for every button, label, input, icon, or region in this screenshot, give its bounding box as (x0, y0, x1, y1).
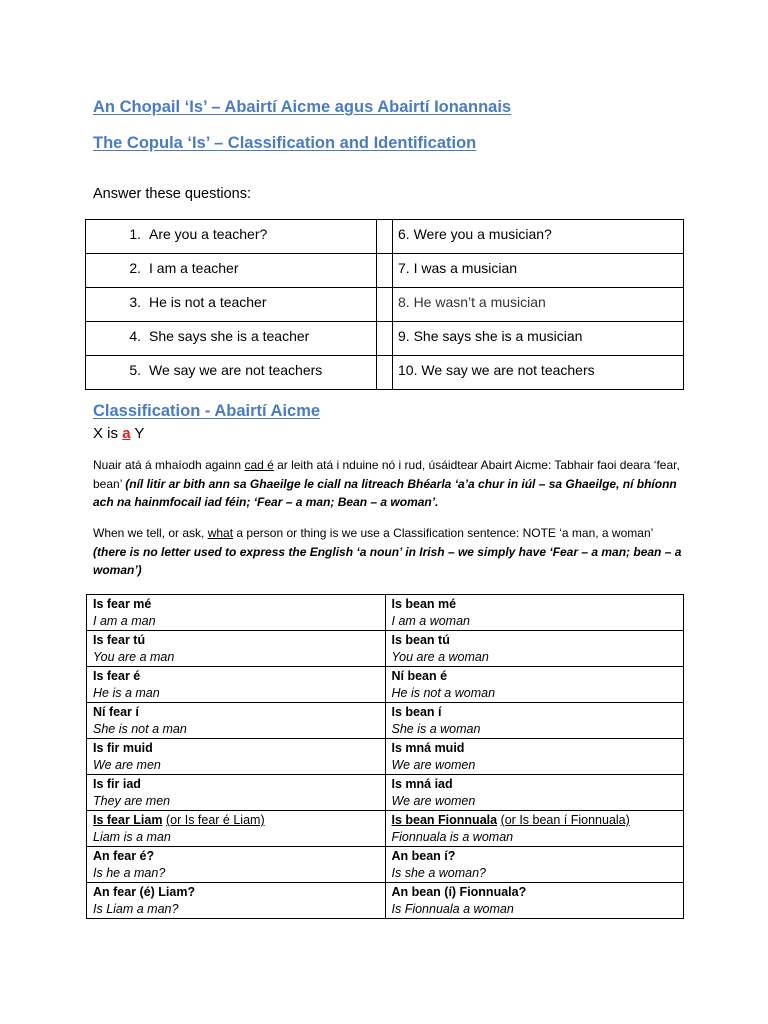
questions-table (85, 219, 684, 390)
english-translation: Is Liam a man? (93, 902, 179, 916)
question-number: 1. (129, 226, 141, 242)
formula-post: Y (130, 425, 145, 442)
english-translation: He is a man (93, 686, 160, 700)
irish-phrase: Is bean tú (391, 633, 450, 647)
question-row (86, 322, 684, 356)
english-translation: Liam is a man (93, 830, 171, 844)
english-translation: She is a woman (391, 722, 481, 736)
irish-phrase: Is mná iad (391, 777, 453, 791)
english-translation: Fionnuala is a woman (391, 830, 514, 844)
question-text: Are you a teacher? (149, 226, 268, 242)
question-text: 7. I was a musician (398, 260, 518, 276)
question-number: 5. (129, 362, 141, 378)
question-text: 8. He wasn’t a musician (398, 294, 546, 310)
english-translation: I am a woman (391, 614, 471, 628)
question-number: 3. (129, 294, 141, 310)
irish-phrase: Is fear tú (93, 633, 146, 647)
irish-phrase: Is fear Liam (or Is fear é Liam) (93, 813, 265, 827)
english-translation: We are women (391, 758, 476, 772)
question-text: He is not a teacher (149, 294, 267, 310)
question-text: She says she is a teacher (149, 328, 310, 344)
question-text: 9. She says she is a musician (398, 328, 583, 344)
irish-phrase: Is bean Fionnuala (or Is bean í Fionnuala) (391, 813, 630, 827)
question-text: We say we are not teachers (149, 362, 323, 378)
irish-phrase: An fear (é) Liam? (93, 885, 196, 899)
question-row (86, 220, 684, 254)
section-heading: Classification - Abairtí Aicme (93, 402, 321, 420)
question-row (86, 356, 684, 390)
phrase-row (87, 775, 684, 811)
english-translation: You are a woman (391, 650, 489, 664)
instructions: Answer these questions: (93, 186, 251, 202)
phrase-row (87, 667, 684, 703)
irish-phrase: Is bean í (391, 705, 442, 719)
phrases-table (86, 594, 684, 919)
irish-explanation: Nuair atá á mhaíodh againn cad é ar leith atá i nduine nó i rud, úsáidtear Abairt Aicme: Tabhair faoi deara ‘fear, bean’ (níl litir ar bith ann sa Ghaeilge le ciall na litreach Bhéarla ‘a’a chur in iúl – sa Ghaeilge, ní bhíonn ach na hainmfocail iad féin; ‘Fear – a man; Bean – a woman’. (93, 458, 680, 509)
phrase-row (87, 631, 684, 667)
english-explanation: When we tell, or ask, what a person or thing is we use a Classification sentence: NOTE ‘a man, a woman’ (there is no letter used to express the English ‘a noun’ in Irish – we simply have ‘Fear – a man; bean – a woman’) (93, 526, 682, 577)
english-translation: She is not a man (93, 722, 187, 736)
phrase-row (87, 883, 684, 919)
phrase-row (87, 703, 684, 739)
formula (93, 425, 144, 442)
question-row (86, 288, 684, 322)
irish-phrase: Is bean mé (391, 597, 457, 611)
irish-phrase: An bean í? (391, 849, 456, 863)
formula-highlight: a (122, 425, 131, 442)
irish-phrase: An bean (í) Fionnuala? (391, 885, 527, 899)
formula-pre: X is (93, 425, 123, 442)
english-translation: I am a man (93, 614, 156, 628)
english-translation: Is he a man? (93, 866, 166, 880)
irish-phrase: Is fear mé (93, 597, 152, 611)
irish-phrase: Is mná muid (391, 741, 465, 755)
question-text: 6. Were you a musician? (398, 226, 552, 242)
english-translation: We are women (391, 794, 476, 808)
english-translation: They are men (93, 794, 171, 808)
irish-phrase: Is fir iad (93, 777, 141, 791)
phrase-row (87, 847, 684, 883)
phrase-row (87, 595, 684, 631)
question-number: 2. (129, 260, 141, 276)
title-irish: An Chopail ‘Is’ – Abairtí Aicme agus Abairtí Ionannais (93, 98, 512, 116)
title-english: The Copula ‘Is’ – Classification and Identification (93, 134, 477, 152)
question-number: 4. (129, 328, 141, 344)
english-translation: He is not a woman (391, 686, 496, 700)
irish-phrase: Is fear é (93, 669, 141, 683)
irish-phrase: Ní fear í (93, 705, 139, 719)
english-translation: Is Fionnuala a woman (391, 902, 514, 916)
irish-phrase: Ní bean é (391, 669, 448, 683)
irish-phrase: An fear é? (93, 849, 155, 863)
english-translation: We are men (93, 758, 161, 772)
english-translation: Is she a woman? (391, 866, 486, 880)
phrase-row (87, 739, 684, 775)
english-translation: You are a man (93, 650, 175, 664)
question-row (86, 254, 684, 288)
irish-phrase: Is fir muid (93, 741, 153, 755)
question-text: I am a teacher (149, 260, 239, 276)
question-text: 10. We say we are not teachers (398, 362, 595, 378)
phrase-row (87, 811, 684, 847)
